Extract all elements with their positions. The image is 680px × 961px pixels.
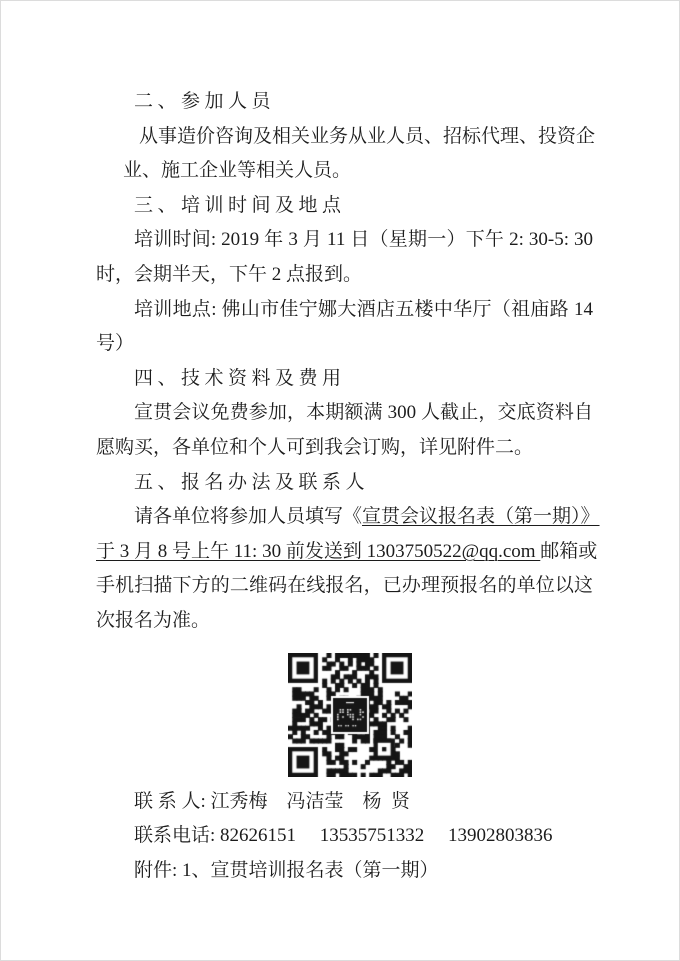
text-segment: 次报名为准。 [96,609,211,631]
text-segment: 从事造价咨询及相关业务从业人员、招标代理、投资企 [139,125,596,147]
heading-participants [96,85,593,120]
heading-time-place [96,189,593,224]
training-time-line-2 [96,258,593,293]
text-segment: 手机扫描下方的二维码在线报名，已办理预报名的单位以这 [96,575,593,597]
text-segment: 愿购买，各单位和个人可到我会订购，详见附件二。 [96,436,534,458]
underlined-text: 宣贯会议报名表（第一期）》 [362,506,600,528]
heading-materials-fee [96,362,593,397]
text-segment: 时，会期半天，下午 2 点报到。 [96,263,363,285]
qr-code [288,653,412,777]
registration-line-1 [96,500,600,535]
underlined-text: 于 3 月 8 号上午 11: 30 前发送到 1303750522@qq.com [96,540,541,562]
text-segment: 五、报名办法及联系人 [134,471,370,493]
text-segment: 宣贯会议免费参加，本期额满 300 人截止，交底资料自 [134,402,593,424]
text-segment: 联系电话: 82626151 13535751332 13902803836 [134,825,553,847]
training-time-line-1 [96,223,593,258]
text-segment: 培训时间: 2019 年 3 月 11 日（星期一）下午 2: 30-5: 30 [134,229,593,251]
materials-line-2 [96,431,593,466]
materials-line-1 [96,396,593,431]
document-footer [96,785,593,889]
text-segment: 三、培训时间及地点 [134,194,346,216]
contact-phone [96,819,593,854]
text-segment: 四、技术资料及费用 [134,367,346,389]
participants-line-2 [96,154,593,189]
heading-registration [96,466,593,501]
contact-person [96,785,593,820]
registration-line-3 [96,569,593,604]
training-place-line-2 [96,327,593,362]
text-segment: 二、参加人员 [134,91,276,112]
text-segment: 附件: 1、宣贯培训报名表（第一期） [134,859,439,881]
document-body [96,85,600,639]
training-place-line-1 [96,293,593,328]
attachment [96,854,593,889]
text-segment: 业、施工企业等相关人员。 [123,160,352,182]
document-content [1,1,600,888]
text-segment: 联 系 人: 江秀梅 冯洁莹 杨 贤 [134,790,411,812]
participants-line-1 [96,120,596,155]
registration-line-2 [96,535,598,570]
text-segment: 培训地点: 佛山市佳宁娜大酒店五楼中华厅（祖庙路 14 [134,298,593,320]
text-segment: 请各单位将参加人员填写《 [134,506,363,528]
registration-line-4 [96,604,593,639]
text-segment: 号） [96,333,135,355]
qr-code-block [288,653,412,777]
text-segment: 邮箱或 [540,540,598,562]
